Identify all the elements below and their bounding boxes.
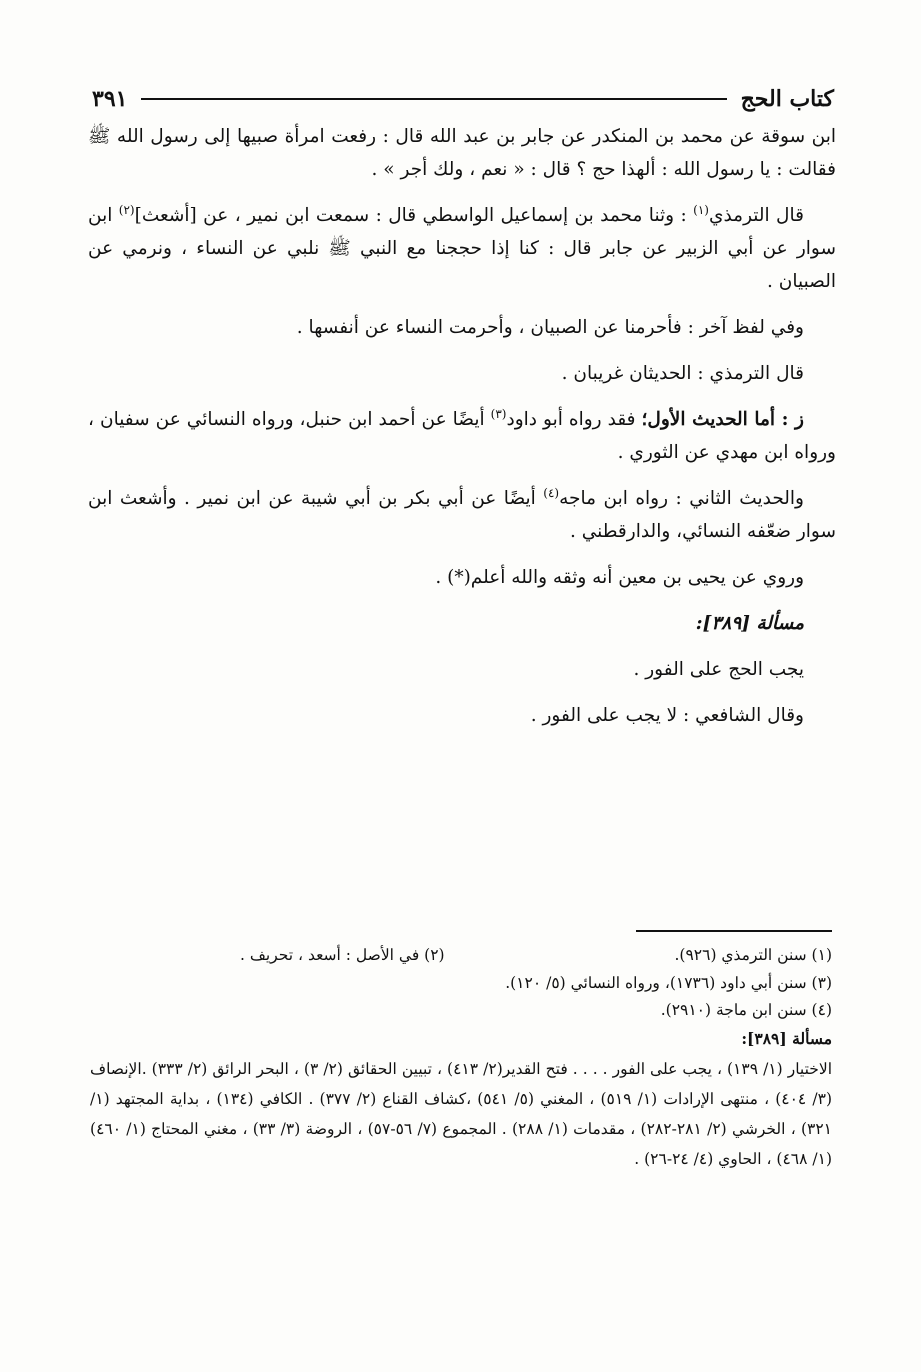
text-segment: أيضًا عن أبي بكر بن أبي شيبة عن ابن نمير . وأشعث ابن سوار ضعّفه النسائي، والدارقطني .	[88, 488, 836, 542]
running-title: كتاب الحج	[740, 86, 834, 112]
main-text	[88, 120, 836, 745]
footnote-ref-2: (٢)	[118, 202, 135, 217]
paragraph-7: وروي عن يحيى بن معين أنه وثقه والله أعلم(*) .	[435, 567, 804, 588]
paragraph-5	[88, 403, 836, 469]
footnote-separator	[636, 930, 832, 932]
footnote-ref-4: (٤)	[543, 485, 560, 500]
footnote-4: (٤) سنن ابن ماجة (٢٩١٠).	[660, 1001, 832, 1019]
paragraph-3: وفي لفظ آخر : فأحرمنا عن الصبيان ، وأحرمت النساء عن أنفسها .	[296, 317, 804, 338]
footnote-2: (٢) في الأصل : أسعد ، تحريف .	[240, 946, 445, 964]
paragraph-9: يجب الحج على الفور .	[633, 659, 804, 680]
paragraph-10: وقال الشافعي : لا يجب على الفور .	[530, 705, 804, 726]
footnote-row	[90, 942, 832, 970]
paragraph-1: ابن سوقة عن محمد بن المنكدر عن جابر بن عبد الله قال : رفعت امرأة صبيها إلى رسول الله ﷺ فقالت : يا رسول الله : ألهذا حج ؟ قال : « نعم ، ولك أجر » .	[88, 126, 836, 180]
footnote-references: الاختيار (١/ ١٣٩) ، يجب على الفور . . . . فتح القدير(٢/ ٤١٣) ، تبيين الحقائق (٢/ ٣) ، البحر الرائق (٢/ ٣٣٣) .الإنصاف (٣/ ٤٠٤) ، منتهى الإرادات (١/ ٥١٩) ، المغني (٥/ ٥٤١) ،كشاف القناع (٢/ ٣٧٧) . الكافي (١٣٤) ، بداية المجتهد (١/ ٣٢١) ، الخرشي (٢/ ٢٨١-٢٨٢) ، مقدمات (١/ ٢٨٨) . المجموع (٧/ ٥٦-٥٧) ، الروضة (٣/ ٣٣) ، مغني المحتاج (١/ ٤٦٠) (١/ ٤٦٨) ، الحاوي (٤/ ٢٤-٢٦) .	[90, 1060, 833, 1168]
text-segment: والحديث الثاني : رواه ابن ماجه	[559, 488, 804, 509]
paragraph-2	[88, 199, 836, 298]
page-header	[92, 82, 834, 116]
footnote-issue-heading: مسألة [٣٨٩]:	[741, 1028, 832, 1048]
footnote-ref-3: (٣)	[490, 406, 507, 421]
paragraph-6	[88, 482, 836, 548]
page-number: ٣٩١	[92, 86, 128, 112]
footnotes	[90, 942, 832, 1174]
section-lead: ز : أما الحديث الأول؛	[641, 409, 804, 430]
text-segment: فقد رواه أبو داود	[506, 409, 636, 430]
footnote-ref-1: (١)	[693, 202, 709, 217]
footnote-3: (٣) سنن أبي داود (١٧٣٦)، ورواه النسائي (٥/ ١٢٠).	[505, 973, 832, 992]
issue-heading: مسألة [٣٨٩]:	[695, 613, 804, 634]
text-segment: قال الترمذي	[708, 205, 804, 226]
header-rule	[141, 98, 726, 100]
text-segment: أيضًا عن أحمد ابن حنبل، ورواه النسائي عن سفيان ، ورواه ابن مهدي عن الثوري .	[88, 409, 836, 463]
text-segment: : وثنا محمد بن إسماعيل الواسطي قال : سمعت ابن نمير ، عن [أشعث]	[134, 205, 687, 226]
paragraph-4: قال الترمذي : الحديثان غريبان .	[561, 363, 804, 384]
text-segment: ابن سوار عن أبي الزبير عن جابر قال : كنا إذا حججنا مع النبي ﷺ نلبي عن النساء ، ونرمي عن الصبيان .	[88, 205, 836, 292]
footnote-1: (١) سنن الترمذي (٩٢٦).	[674, 946, 832, 964]
